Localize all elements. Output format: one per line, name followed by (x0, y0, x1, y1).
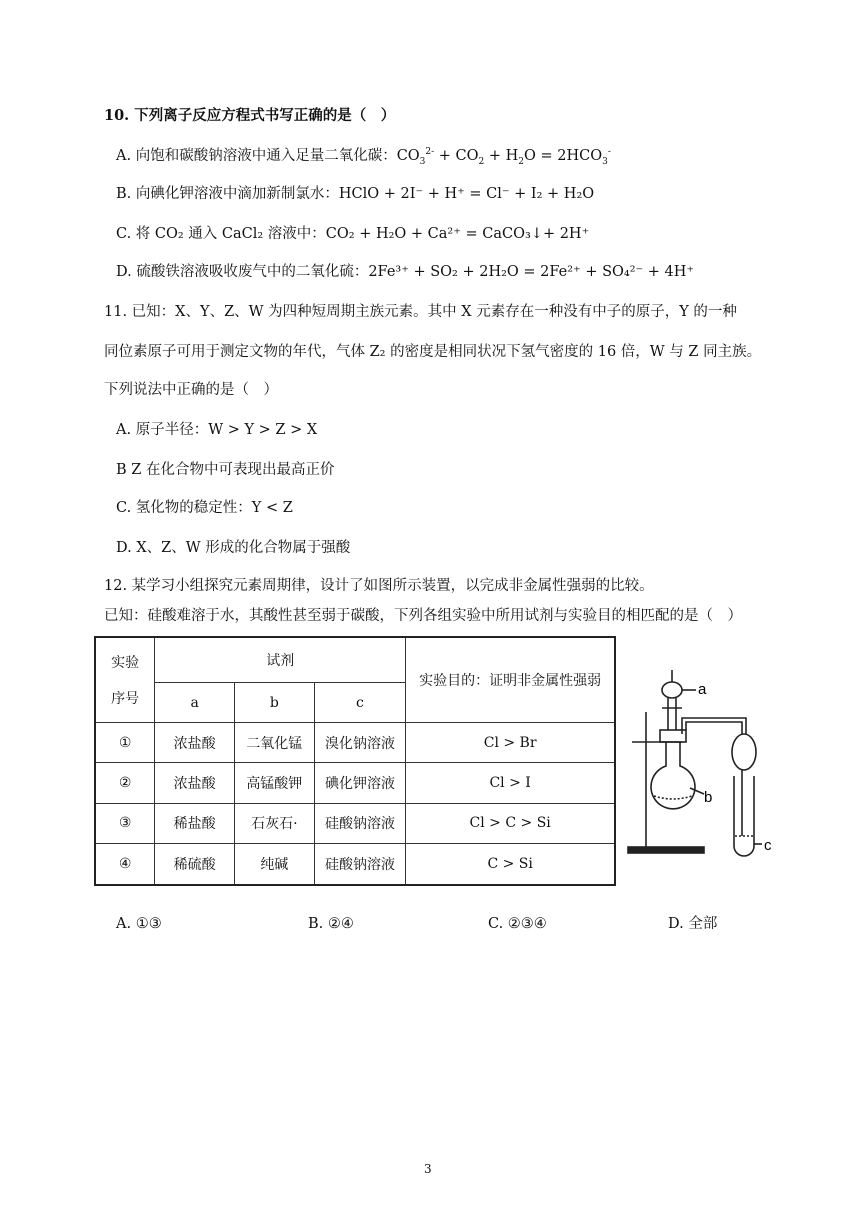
q11-stem-line3: 下列说法中正确的是（ ） (104, 382, 278, 398)
safety-bulb (732, 734, 756, 770)
row-reagent-a: 浓盐酸 (155, 763, 235, 803)
row-number: ① (95, 723, 155, 763)
q11-option-a: A. 原子半径：W > Y > Z > X (116, 422, 318, 438)
q12-stem-line1: 12. 某学习小组探究元素周期律，设计了如图所示装置，以完成非金属性强弱的比较。 (104, 578, 654, 594)
table-row (95, 803, 615, 843)
row-reagent-b: 石灰石· (234, 803, 314, 843)
label-b: b (704, 789, 713, 806)
row-reagent-c: 碘化钾溶液 (314, 763, 406, 803)
row-reagent-a: 浓盐酸 (155, 723, 235, 763)
test-tube (734, 776, 754, 856)
row-purpose: C > Si (406, 844, 615, 885)
stand-base (628, 847, 704, 853)
subheader-a: a (155, 682, 235, 722)
q10-option-c: C. 将 CO₂ 通入 CaCl₂ 溶液中：CO₂ + H₂O + Ca²⁺ = CaCO₃↓+ 2H⁺ (116, 226, 590, 242)
row-reagent-c: 硅酸钠溶液 (314, 844, 406, 885)
row-purpose: Cl > Br (406, 723, 615, 763)
q11-stem-line2: 同位素原子可用于测定文物的年代，气体 Z₂ 的密度是相同状况下氢气密度的 16 倍，W 与 Z 同主族。 (104, 344, 762, 360)
experiment-table (94, 636, 616, 886)
header-reagent: 试剂 (155, 637, 406, 682)
label-a: a (698, 681, 707, 698)
row-reagent-b: 纯碱 (234, 844, 314, 885)
q10-option-b: B. 向碘化钾溶液中滴加新制氯水：HClO + 2I⁻ + H⁺ = Cl⁻ + I₂ + H₂O (116, 186, 595, 202)
q10-option-d: D. 硫酸铁溶液吸收废气中的二氧化硫：2Fe³⁺ + SO₂ + 2H₂O = 2Fe²⁺ + SO₄²⁻ + 4H⁺ (116, 264, 695, 280)
subheader-c: c (314, 682, 406, 722)
q11-option-b: B Z 在化合物中可表现出最高正价 (116, 462, 335, 478)
header-purpose: 实验目的：证明非金属性强弱 (406, 637, 615, 723)
label-c: c (764, 837, 772, 854)
delivery-tube (682, 718, 746, 734)
row-reagent-c: 溴化钠溶液 (314, 723, 406, 763)
q10-stem: 10. 下列离子反应方程式书写正确的是（ ） (104, 107, 396, 124)
apparatus-diagram (624, 664, 784, 864)
row-reagent-a: 稀硫酸 (155, 844, 235, 885)
q12-option-a: A. ①③ (116, 916, 162, 932)
row-reagent-b: 高锰酸钾 (234, 763, 314, 803)
table-row (95, 763, 615, 803)
subheader-b: b (234, 682, 314, 722)
row-number: ② (95, 763, 155, 803)
page-number: 3 (424, 1162, 432, 1176)
header-seq: 实验 序号 (95, 637, 155, 723)
row-purpose: Cl > C > Si (406, 803, 615, 843)
row-reagent-b: 二氧化锰 (234, 723, 314, 763)
q12-option-b: B. ②④ (308, 916, 354, 932)
table-row (95, 723, 615, 763)
q12-option-c: C. ②③④ (488, 916, 547, 932)
q10-option-a: A. 向饱和碳酸钠溶液中通入足量二氧化碳：$CO_3^{2-} + CO_2 + H_2O = 2HCO_3^-$ (116, 147, 611, 167)
row-purpose: Cl > I (406, 763, 615, 803)
q11-option-d: D. X、Z、W 形成的化合物属于强酸 (116, 540, 351, 556)
q12-option-d: D. 全部 (668, 916, 718, 932)
q11-option-c: C. 氢化物的稳定性：Y < Z (116, 500, 293, 516)
q12-stem-line2: 已知：硅酸难溶于水，其酸性甚至弱于碳酸，下列各组实验中所用试剂与实验目的相匹配的是（ ） (104, 608, 742, 624)
table-header-row (95, 637, 615, 682)
row-number: ④ (95, 844, 155, 885)
row-number: ③ (95, 803, 155, 843)
row-reagent-c: 硅酸钠溶液 (314, 803, 406, 843)
separatory-funnel (662, 682, 682, 698)
q11-stem-line1: 11. 已知：X、Y、Z、W 为四种短周期主族元素。其中 X 元素存在一种没有中子的原子，Y 的一种 (104, 304, 737, 320)
table-row (95, 844, 615, 885)
row-reagent-a: 稀盐酸 (155, 803, 235, 843)
round-bottom-flask (651, 742, 695, 809)
